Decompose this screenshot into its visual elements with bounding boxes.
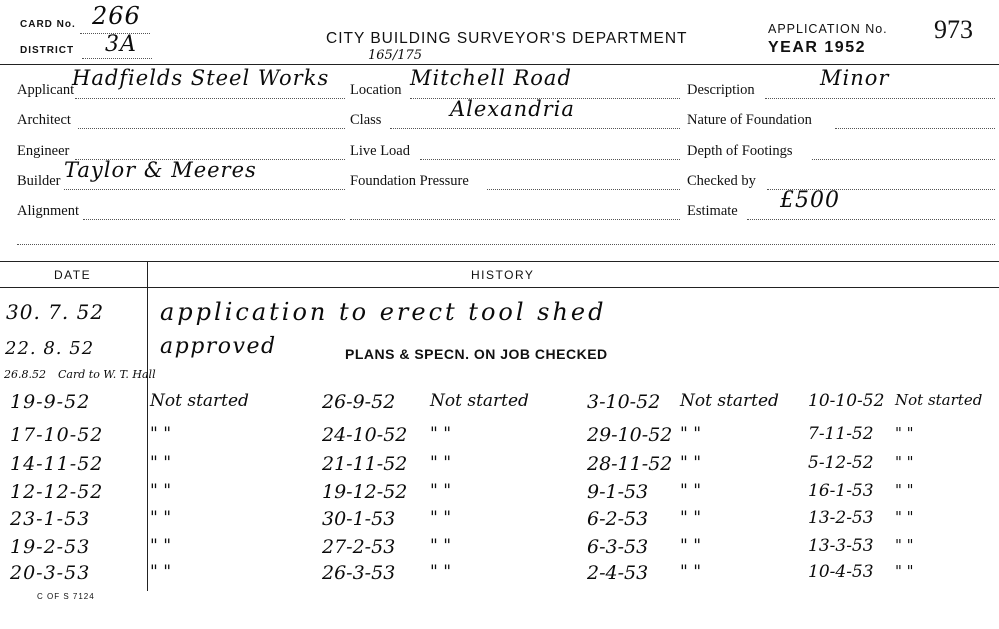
depth-footings-label: Depth of Footings	[687, 143, 793, 159]
district-label: DISTRICT	[20, 45, 75, 56]
pressure-line	[487, 189, 680, 190]
history-status-cell: " "	[150, 424, 172, 444]
history-status-cell: Not started	[680, 391, 779, 411]
history-status-cell: " "	[680, 453, 702, 473]
description-line	[765, 98, 995, 99]
history-date-cell: 19-12-52	[322, 481, 408, 503]
application-no-label: APPLICATION No.	[768, 22, 888, 36]
history-date-cell: 13-2-53	[808, 508, 874, 528]
history-date-cell: 16-1-53	[808, 481, 874, 501]
architect-label: Architect	[17, 112, 71, 128]
builder-value: Taylor & Meeres	[64, 158, 257, 182]
district-value: 3A	[105, 32, 137, 57]
history-status-cell: " "	[680, 424, 702, 444]
history-status-cell: " "	[895, 481, 914, 499]
year-label: YEAR 1952	[768, 39, 866, 56]
history-status-cell: " "	[895, 562, 914, 580]
history-status-cell: " "	[150, 508, 172, 528]
history-date-cell: 26-9-52	[322, 391, 396, 413]
class-label: Class	[350, 112, 382, 128]
engineer-label: Engineer	[17, 143, 70, 159]
card-no-label: CARD No.	[20, 19, 76, 30]
history-status-cell: " "	[895, 508, 914, 526]
history-date-cell: 24-10-52	[322, 424, 408, 446]
history-date-cell: 10-10-52	[808, 391, 885, 411]
history-date-cell: 13-3-53	[808, 536, 874, 556]
description-value: Minor	[820, 66, 890, 90]
district-line	[82, 58, 152, 59]
history-status-cell: " "	[150, 481, 172, 501]
history-date-cell: 7-11-52	[808, 424, 874, 444]
card-no-value: 266	[92, 2, 141, 30]
history-date-cell: 3-10-52	[587, 391, 661, 413]
entry-date: 30. 7. 52	[6, 300, 105, 324]
history-date-cell: 23-1-53	[10, 508, 91, 530]
date-column-divider	[147, 261, 148, 591]
history-status-cell: " "	[895, 453, 914, 471]
history-date-cell: 6-3-53	[587, 536, 649, 558]
estimate-value: £500	[780, 188, 840, 213]
location-label: Location	[350, 82, 402, 98]
history-date-cell: 9-1-53	[587, 481, 649, 503]
alignment-line	[83, 219, 345, 220]
history-date-cell: 27-2-53	[322, 536, 396, 558]
history-status-cell: " "	[680, 536, 702, 556]
description-label: Description	[687, 82, 755, 98]
history-status-cell: Not started	[895, 391, 983, 409]
history-header-rule	[0, 287, 999, 288]
history-date-cell: 14-11-52	[10, 453, 104, 475]
history-date-cell: 30-1-53	[322, 508, 396, 530]
department-title: CITY BUILDING SURVEYOR'S DEPARTMENT	[326, 30, 688, 47]
history-date-cell: 12-12-52	[10, 481, 104, 503]
entry-date: 22. 8. 52	[5, 338, 95, 359]
history-status-cell: " "	[430, 424, 452, 444]
history-status-cell: " "	[430, 508, 452, 528]
depth-line	[812, 159, 995, 160]
date-header: DATE	[54, 268, 92, 282]
history-status-cell: " "	[430, 453, 452, 473]
nature-foundation-label: Nature of Foundation	[687, 112, 812, 128]
builder-line	[64, 189, 345, 190]
history-status-cell: " "	[150, 453, 172, 473]
blank-line	[17, 244, 995, 245]
history-status-cell: Not started	[150, 391, 249, 411]
history-date-cell: 20-3-53	[10, 562, 91, 584]
class-value: Alexandria	[450, 97, 575, 121]
builder-label: Builder	[17, 173, 61, 189]
architect-line	[78, 128, 345, 129]
estimate-line	[747, 219, 995, 220]
history-status-cell: " "	[680, 508, 702, 528]
history-date-cell: 17-10-52	[10, 424, 104, 446]
estimate-label: Estimate	[687, 203, 738, 219]
applicant-label: Applicant	[17, 82, 75, 98]
history-status-cell: " "	[430, 562, 452, 582]
class-line	[390, 128, 680, 129]
middle-blank-line	[350, 219, 680, 220]
history-status-cell: " "	[430, 481, 452, 501]
entry-text: application to erect tool shed	[160, 298, 607, 326]
history-status-cell: " "	[680, 562, 702, 582]
applicant-line	[75, 98, 345, 99]
history-status-cell: Not started	[430, 391, 529, 411]
history-date-cell: 28-11-52	[587, 453, 673, 475]
entry-text: approved	[160, 334, 277, 359]
live-load-label: Live Load	[350, 143, 410, 159]
history-status-cell: " "	[680, 481, 702, 501]
history-date-cell: 5-12-52	[808, 453, 874, 473]
checked-by-label: Checked by	[687, 173, 756, 189]
history-status-cell: " "	[150, 536, 172, 556]
street-number: 165/175	[368, 48, 423, 63]
nature-line	[835, 128, 995, 129]
history-date-cell: 19-9-52	[10, 391, 91, 413]
header-rule	[0, 64, 999, 65]
checked-stamp: PLANS & SPECN. ON JOB CHECKED	[345, 346, 608, 362]
live-load-line	[420, 159, 680, 160]
foundation-pressure-label: Foundation Pressure	[350, 173, 469, 189]
history-date-cell: 21-11-52	[322, 453, 408, 475]
entry-text: Card to W. T. Hall	[58, 368, 156, 381]
history-status-cell: " "	[150, 562, 172, 582]
history-status-cell: " "	[430, 536, 452, 556]
history-date-cell: 2-4-53	[587, 562, 649, 584]
history-date-cell: 19-2-53	[10, 536, 91, 558]
history-header: HISTORY	[471, 268, 535, 282]
history-status-cell: " "	[895, 424, 914, 442]
history-top-rule	[0, 261, 999, 262]
alignment-label: Alignment	[17, 203, 80, 219]
history-date-cell: 29-10-52	[587, 424, 673, 446]
applicant-value: Hadfields Steel Works	[72, 66, 330, 90]
history-date-cell: 6-2-53	[587, 508, 649, 530]
entry-date: 26.8.52	[4, 368, 46, 381]
history-date-cell: 10-4-53	[808, 562, 874, 582]
form-code: C OF S 7124	[37, 592, 95, 601]
history-date-cell: 26-3-53	[322, 562, 396, 584]
application-no-value: 973	[934, 15, 973, 44]
history-status-cell: " "	[895, 536, 914, 554]
location-value: Mitchell Road	[410, 66, 572, 90]
